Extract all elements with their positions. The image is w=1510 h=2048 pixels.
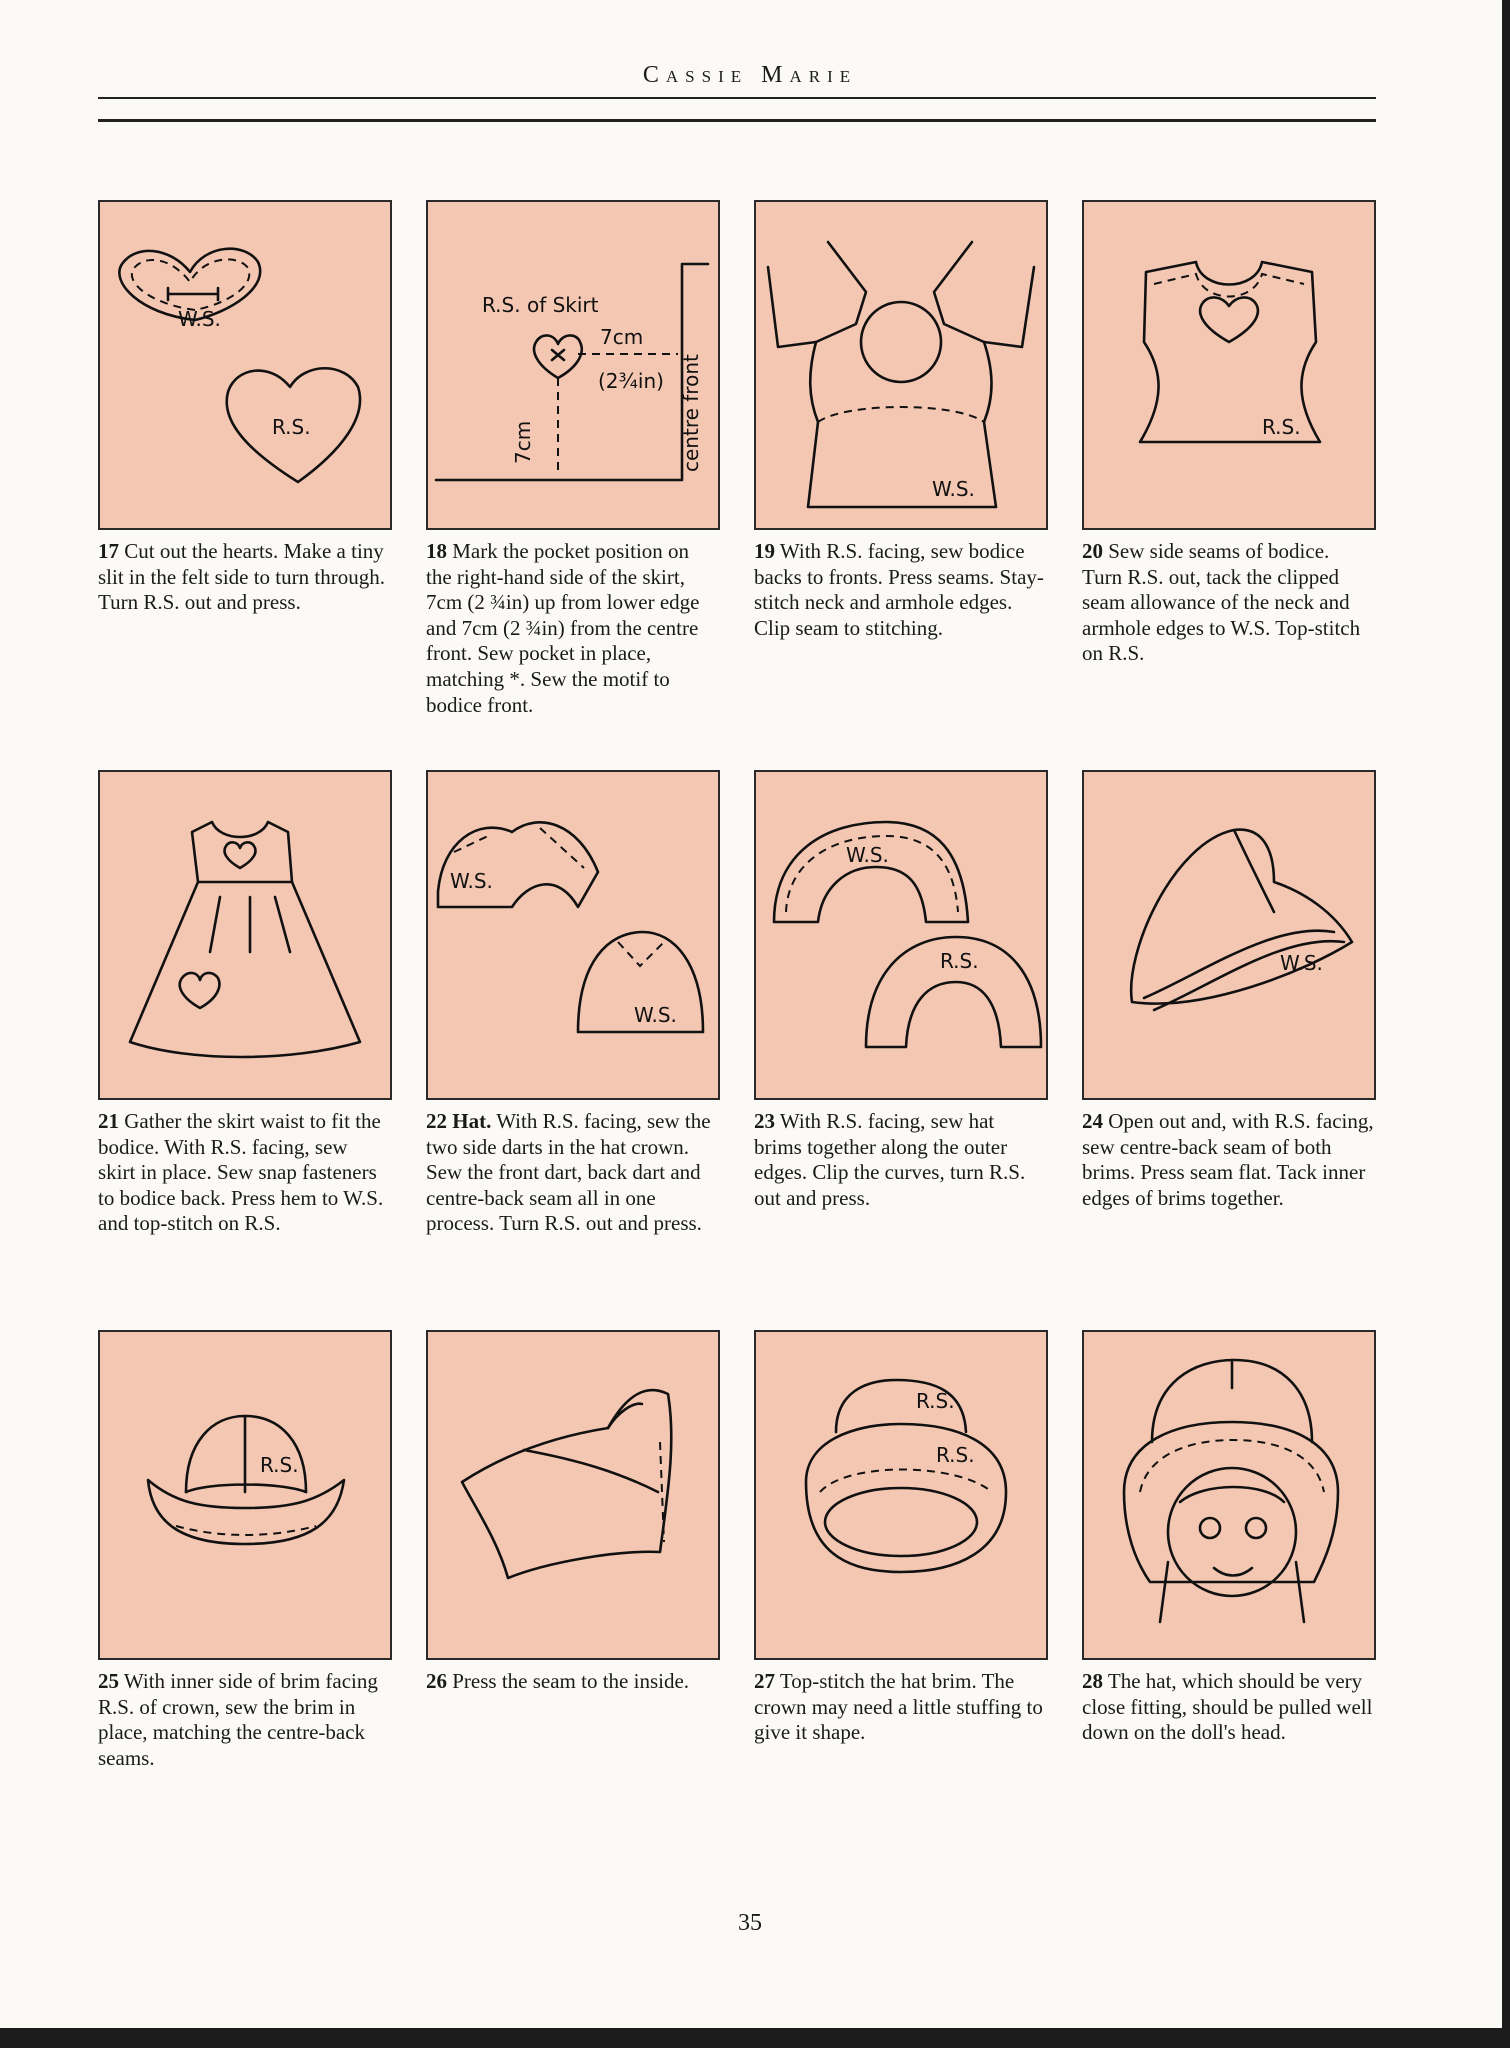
step-22 xyxy=(426,770,720,1237)
step-26-caption xyxy=(426,1669,718,1695)
step-text: With R.S. facing, sew bodice backs to fronts. Press seams. Stay-stitch neck and armhole edges. Clip seam to stitching. xyxy=(754,539,1044,640)
step-text: Cut out the hearts. Make a tiny slit in the felt side to turn through. Turn R.S. out and press. xyxy=(98,539,385,615)
step-text: Mark the pocket position on the right-hand side of the skirt, 7cm (2 ¾in) up from lower edge and 7cm (2 ¾in) from the centre front. Sew pocket in place, matching *. Sew the motif to bodice front. xyxy=(426,539,700,717)
step-17-illustration xyxy=(98,200,392,530)
step-25 xyxy=(98,1330,392,1771)
measure-7cm: 7cm xyxy=(600,325,644,349)
step-20-caption xyxy=(1082,539,1374,667)
header-rule-thick xyxy=(98,119,1376,122)
ws-label: W.S. xyxy=(634,1003,677,1027)
rs-of-skirt-label: R.S. of Skirt xyxy=(482,293,599,317)
step-20 xyxy=(1082,200,1376,667)
step-19 xyxy=(754,200,1048,641)
step-text: Gather the skirt waist to fit the bodice. With R.S. facing, sew skirt in place. Sew snap fasteners to bodice back. Press hem to W.S. and top-stitch on R.S. xyxy=(98,1109,384,1236)
ws-label: W.S. xyxy=(846,843,889,867)
step-28-illustration xyxy=(1082,1330,1376,1660)
rs-label: R.S. xyxy=(936,1443,975,1467)
scan-edge-right xyxy=(1502,0,1510,2048)
step-number: 24 xyxy=(1082,1109,1103,1133)
rs-label: R.S. xyxy=(272,415,311,439)
step-21-illustration xyxy=(98,770,392,1100)
step-24-illustration xyxy=(1082,770,1376,1100)
step-number: 26 xyxy=(426,1669,447,1693)
ws-label: W.S. xyxy=(178,307,221,331)
ws-label: W.S. xyxy=(932,477,975,501)
measure-inches: (2¾in) xyxy=(598,369,664,393)
step-number: 28 xyxy=(1082,1669,1103,1693)
step-27 xyxy=(754,1330,1048,1746)
step-number: 21 xyxy=(98,1109,119,1133)
step-number: 23 xyxy=(754,1109,775,1133)
ws-label: W.S. xyxy=(1280,951,1323,975)
step-text: The hat, which should be very close fitting, should be pulled well down on the doll's head. xyxy=(1082,1669,1373,1745)
step-20-illustration xyxy=(1082,200,1376,530)
step-number: 25 xyxy=(98,1669,119,1693)
page-number: 35 xyxy=(738,1910,762,1936)
step-24-caption xyxy=(1082,1109,1374,1211)
step-number: 22 xyxy=(426,1109,447,1133)
step-25-caption xyxy=(98,1669,390,1771)
step-number: 20 xyxy=(1082,539,1103,563)
step-text: With R.S. facing, sew the two side darts in the hat crown. Sew the front dart, back dart and centre-back seam all in one process. Turn R.S. out and press. xyxy=(426,1109,711,1236)
step-23-illustration xyxy=(754,770,1048,1100)
step-title: Hat. xyxy=(452,1109,492,1133)
step-text: Sew side seams of bodice. Turn R.S. out, tack the clipped seam allowance of the neck and armhole edges to W.S. Top-stitch on R.S. xyxy=(1082,539,1361,666)
step-28 xyxy=(1082,1330,1376,1746)
step-27-illustration xyxy=(754,1330,1048,1660)
measure-7cm-vertical: 7cm xyxy=(511,420,535,464)
step-23-caption xyxy=(754,1109,1046,1211)
rs-label: R.S. xyxy=(916,1389,955,1413)
step-26-illustration xyxy=(426,1330,720,1660)
step-24 xyxy=(1082,770,1376,1211)
step-22-illustration xyxy=(426,770,720,1100)
step-17 xyxy=(98,200,392,616)
step-text: With R.S. facing, sew hat brims together along the outer edges. Clip the curves, turn R.S. out and press. xyxy=(754,1109,1026,1210)
step-text: Press the seam to the inside. xyxy=(452,1669,690,1693)
step-18-illustration xyxy=(426,200,720,530)
step-number: 27 xyxy=(754,1669,775,1693)
step-text: Top-stitch the hat brim. The crown may need a little stuffing to give it shape. xyxy=(754,1669,1043,1745)
step-number: 17 xyxy=(98,539,119,563)
rs-label: R.S. xyxy=(940,949,979,973)
step-26 xyxy=(426,1330,720,1695)
step-19-illustration xyxy=(754,200,1048,530)
rs-label: R.S. xyxy=(1262,415,1301,439)
step-21 xyxy=(98,770,392,1237)
step-18-caption xyxy=(426,539,718,718)
step-18 xyxy=(426,200,720,718)
step-number: 19 xyxy=(754,539,775,563)
step-27-caption xyxy=(754,1669,1046,1746)
rs-label: R.S. xyxy=(260,1453,299,1477)
centre-front-label: centre front xyxy=(679,354,703,472)
step-23 xyxy=(754,770,1048,1211)
step-21-caption xyxy=(98,1109,390,1237)
step-17-caption xyxy=(98,539,390,616)
scan-edge-bottom xyxy=(0,2028,1510,2048)
running-head: Cassie Marie xyxy=(642,62,858,88)
step-text: With inner side of brim facing R.S. of crown, sew the brim in place, matching the centre-back seams. xyxy=(98,1669,378,1770)
step-number: 18 xyxy=(426,539,447,563)
step-text: Open out and, with R.S. facing, sew centre-back seam of both brims. Press seam flat. Tack inner edges of brims together. xyxy=(1082,1109,1374,1210)
header-rule-thin xyxy=(98,97,1376,99)
step-25-illustration xyxy=(98,1330,392,1660)
ws-label: W.S. xyxy=(450,869,493,893)
step-19-caption xyxy=(754,539,1046,641)
step-22-caption xyxy=(426,1109,718,1237)
step-28-caption xyxy=(1082,1669,1374,1746)
